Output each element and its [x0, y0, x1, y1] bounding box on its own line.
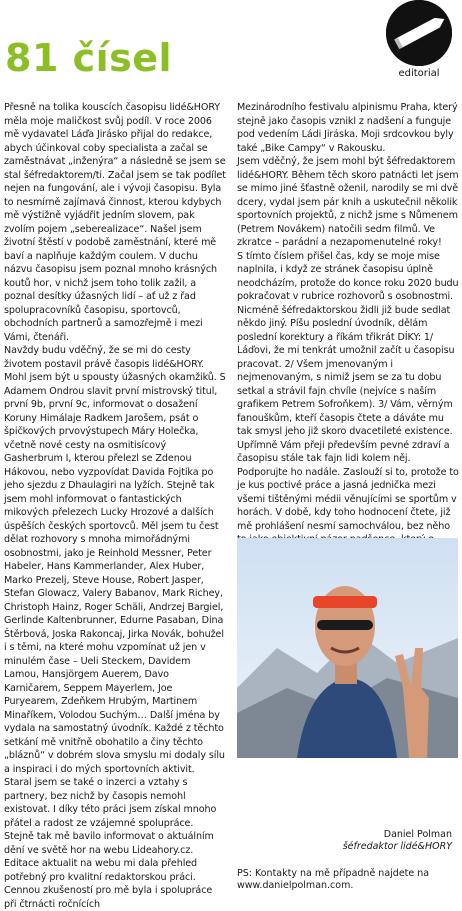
pen-icon [386, 0, 452, 66]
section-label: editorial [398, 68, 440, 79]
paragraph: S tímto číslem přišel čas, kdy se moje mise naplnila, i když ze stránek časopisu úplně neodcházím, protože do konce roku 2020 budu pokračovat v rubrice rozhovorů s osobnostmi. Nicméně šéfredaktorskou židli již bude sedlat někdo jiný. Píšu poslední úvodník, dělám poslední korektury a říkám třikrát DÍKY: 1/ Láďovi, že mi tenkrát umožnil začít u časopisu pracovat. 2/ Všem jmenovaným i nejmenovaným, s nimiž jsem se za tu dobu setkal a strávil fajn chvíle (nejvíce s naším grafikem Petrem Sofroňkem). 3/ Vám, věrným fanouškům, kteří časopis čtete a dáváte mu tak smysl jeho již skoro dvacetileté existence. [237, 250, 459, 437]
author-role: šéfredaktor lidé&HORY [342, 841, 452, 852]
paragraph: Staral jsem se také o inzerci a vztahy s partnery, bez nichž by časopis nemohl existovat. I díky této práci jsem získal mnoho přátel a radost ze vzájemné spolupráce. Stejně tak mě bavilo informovat o aktuálním dění ve světě hor na webu Lideahory.cz. Editace aktualit na webu mi dala přehled potřebný pro kvalitní redaktorskou práci. Cennou zkušeností pro mě byla i spolupráce při čtrnácti ročnících [4, 777, 217, 910]
paragraph: Jsem vděčný, že jsem mohl být šéfredaktorem lidé&HORY. Během těch skoro patnácti let jsem se mimo jiné šťastně oženil, narodily se mi dvě dcery, vydal jsem pár knih a uskutečnil několik sportovních projektů, z nichž jsme s Nůmenem (Petrem Novákem) natočili sedm filmů. Ve zkratce – parádní a nezapomenutelné roky! [237, 156, 459, 248]
paragraph: Navždy budu vděčný, že se mi do cesty životem postavil právě časopis lidé&HORY. Mohl jsem být u spousty úžasných okamžiků. S Adamem Ondrou slavit první mistrovský titul, první 9b, první 9c, informovat o dosažení Koruny Himálaje Radkem Jarošem, psát o špičkových prvovýstupech Máry Holečka, včetně nové cesty na osmitisícový Gasherbrum I, kterou přelezl se Zdenou Hákovou, nebo vyzpovídat Davida Fojtíka po jeho sjezdu z Dhaulagiri na lyžích. Stejně tak jsem mohl informovat o fantastických mikových přelezech Lucky Hrozové a dalších úspěších českých sportovců. Měl jsem tu čest dělat rozhovory s mnoha mimořádnými osobnostmi, jako je Reinhold Messner, Peter Habeler, Hans Kammerlander, Alex Huber, Marko Prezelj, Steve House, Robert Jasper, Stefan Glowacz, Valery Babanov, Mark Richey, Christoph Hainz, Roger Schäli, Andrzej Bargiel, Gerlinde Kaltenbrunner, Edurne Pasaban, Dina Štěrbová, Joska Rakoncaj, Jirka Novák, bohužel i s těmi, na které mohu vzpomínat už jen v minulém čase – Ueli Steckem, Davidem Lamou, Hansjörgem Auerem, Davo Karničarem, Seppem Mayerlem, Joe Puryearem, Zdeňkem Hrubým, Martinem Minaříkem, Volodou Suchým… Další jména by vydala na samostatný úvodník. Každé z těchto setkání mě vnitřně obohatilo a činy těchto „bláznů“ v dobrém slova smyslu mi dodaly sílu a inspiraci i do mých sportovních aktivit. [4, 345, 226, 775]
editorial-logo [386, 0, 452, 84]
paragraph: Přesně na tolika kouscích časopisu lidé&HORY měla moje maličkost svůj podíl. V roce 2006 mě vydavatel Láďa Jirásko přijal do redakce, abych účinkoval coby specialista a začal se zaměstnávat „inženýra“ a následně se jsem se stal šéfredaktorem/ti. Začal jsem se tak podílet nejen na fungování, ale i vývoji časopisu. Byla to nesmírně zajímavá činnost, kterou kdybych mě výstižně vyjádřit jedním slovem, pak zvolím pojem „seberealizace“. Našel jsem životní štěstí v podobě zaměstnání, které mě baví a naplňuje každým coulem. V duchu názvu časopisu jsem poznal mnoho krásných koutů hor, v nichž jsem toho tolik zažil, a poznal desítky úžasných lidí – ať už z řad spolupracovníků časopisu, sportovců, obchodních partnerů a samozřejmě i mezi Vámi, čtenáři. [4, 102, 226, 343]
paragraph: Upřímně Vám přeji především pevné zdraví a časopisu stále tak fajn lidi kolem něj. Podporujte ho nadále. Zaslouží si to, protože to je kus poctivé práce a jasná jednička mezi všemi tištěnými médii věnujícími se sportům v horách. V době, kdy toho hodnocení čtete, již mě prohlášení nesmí samochválou, bez něho [237, 439, 459, 532]
author-name: Daniel Polman [383, 829, 452, 840]
paragraph: Mezinárodního festivalu alpinismu Praha, který stejně jako časopis vznikl z nadšení a funguje pod vedením Ládi Jiráska. Moji srdcovkou byly také „Bike Campy“ v Rakousku. [237, 102, 458, 154]
page-title: 81 čísel [5, 36, 173, 80]
author-photo [237, 538, 458, 758]
editorial-text-left [4, 101, 226, 911]
postscript: PS: Kontakty na mě případně najdete na www.danielpolman.com. [237, 868, 430, 891]
editorial-text-right [237, 101, 459, 574]
